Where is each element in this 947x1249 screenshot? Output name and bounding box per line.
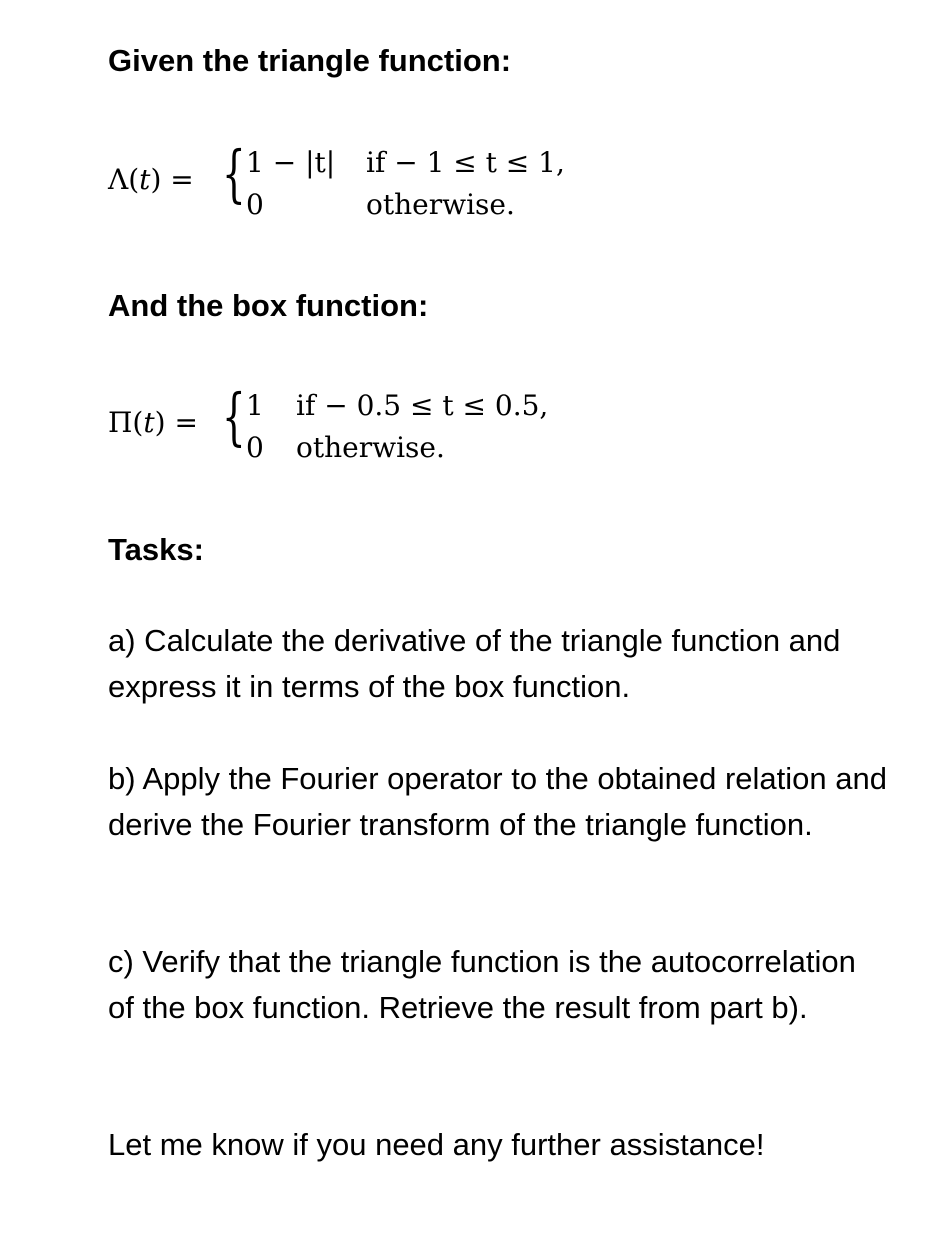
- triangle-lhs: [108, 163, 194, 197]
- box-lhs: [108, 406, 198, 440]
- closing-message: Let me know if you need any further assistance!: [108, 1127, 765, 1162]
- triangle-paren-close: ) =: [150, 163, 194, 196]
- task-a: a) Calculate the derivative of the triangle function and express it in terms of the box function.: [108, 623, 841, 704]
- box-var: t: [143, 406, 155, 439]
- triangle-case2-cond: otherwise.: [366, 188, 515, 221]
- box-symbol: Π: [108, 406, 133, 439]
- triangle-case2-expr: 0: [246, 188, 264, 221]
- triangle-case1-cond: if − 1 ≤ t ≤ 1,: [366, 146, 565, 179]
- box-case1-cond: if − 0.5 ≤ t ≤ 0.5,: [296, 389, 549, 422]
- triangle-heading: Given the triangle function:: [108, 43, 512, 78]
- triangle-symbol: Λ: [108, 163, 129, 196]
- tasks-heading: Tasks:: [108, 532, 204, 567]
- box-case2-expr: 0: [246, 431, 264, 464]
- triangle-var: t: [139, 163, 151, 196]
- task-b: b) Apply the Fourier operator to the obtained relation and derive the Fourier transform of the triangle function.: [108, 761, 887, 842]
- triangle-case1-expr: 1 − |t|: [246, 146, 336, 179]
- box-case1-expr: 1: [246, 389, 264, 422]
- triangle-brace: {: [222, 137, 246, 210]
- triangle-paren-open: (: [128, 163, 140, 196]
- box-paren-close: ) =: [154, 406, 198, 439]
- box-brace: {: [222, 380, 246, 453]
- task-c: c) Verify that the triangle function is the autocorrelation of the box function. Retrieve the result from part b).: [108, 944, 856, 1025]
- box-paren-open: (: [132, 406, 144, 439]
- box-heading: And the box function:: [108, 288, 429, 323]
- box-case2-cond: otherwise.: [296, 431, 445, 464]
